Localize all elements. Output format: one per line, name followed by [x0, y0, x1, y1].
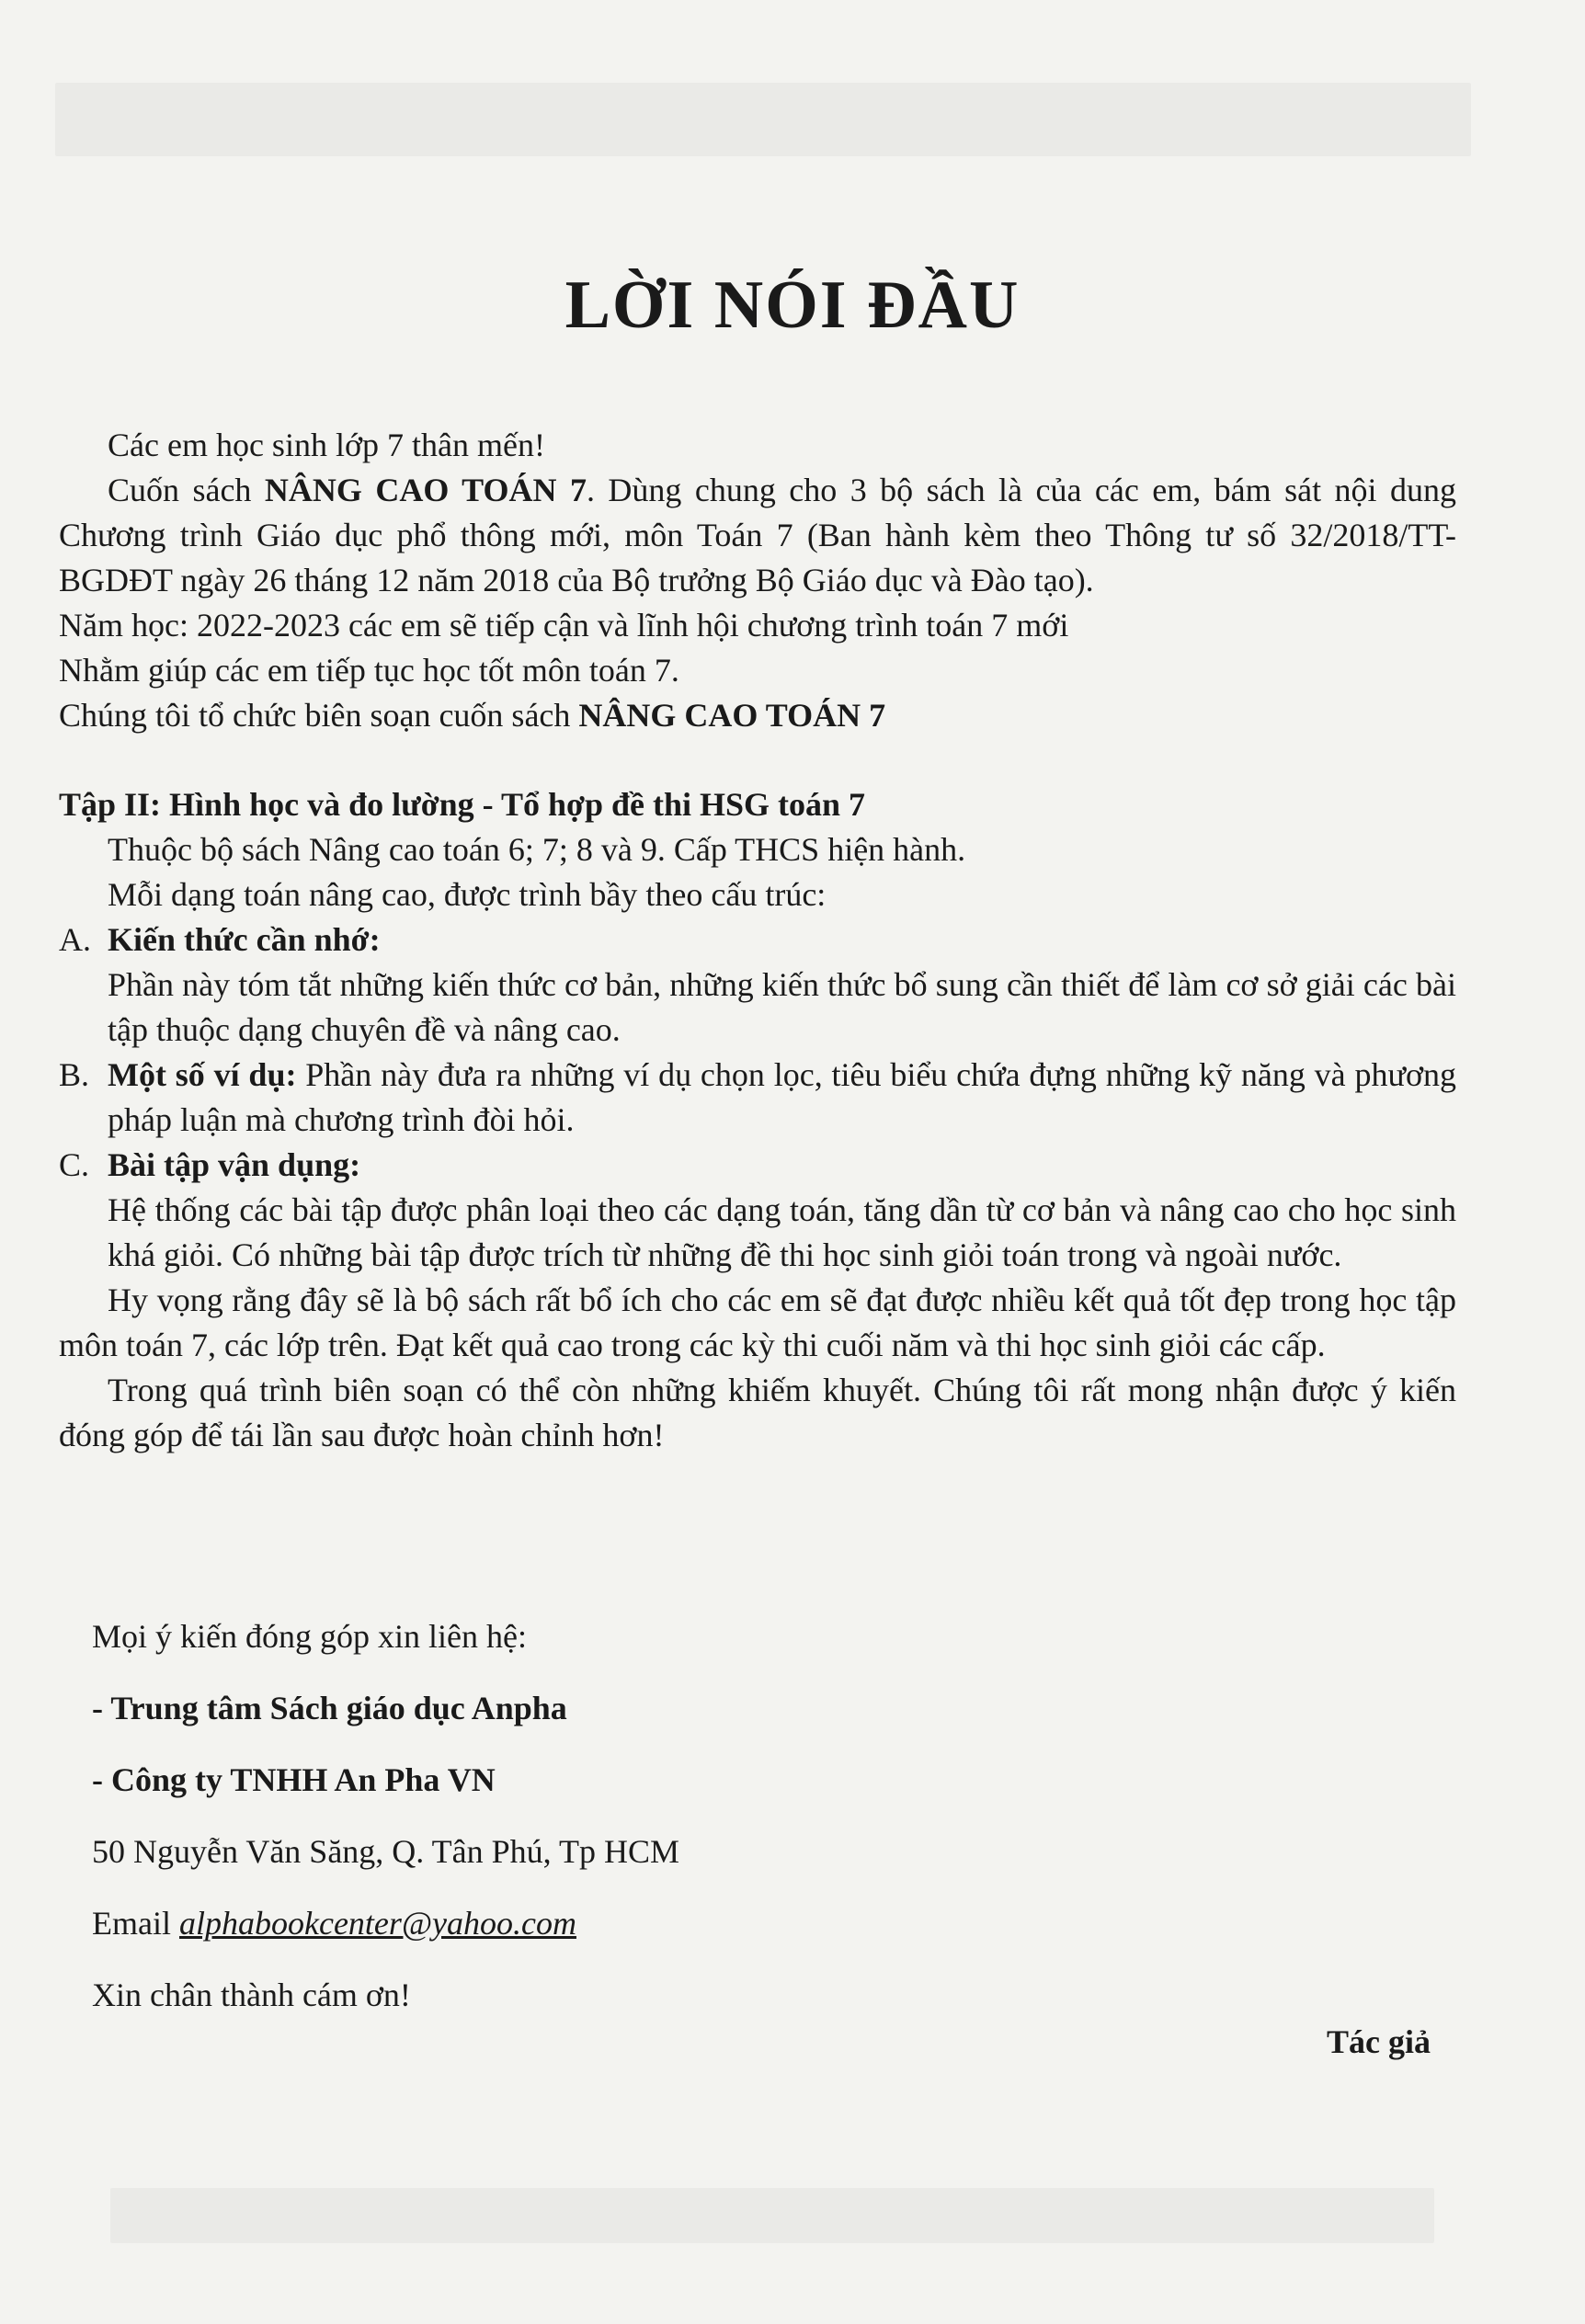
feedback-paragraph: Trong quá trình biên soạn có thể còn những khiếm khuyết. Chúng tôi rất mong nhận được ý kiến đóng góp để tái lần sau được hoàn chỉnh hơn!	[59, 1372, 1456, 1453]
aim-line: Nhằm giúp các em tiếp tục học tốt môn toán 7.	[59, 652, 679, 689]
section-a-title: Kiến thức cần nhớ:	[108, 921, 381, 958]
contact-email-line	[92, 1897, 1453, 1969]
compile-line	[59, 693, 1456, 738]
bleed-through-block-bottom	[110, 2188, 1434, 2243]
page-title: LỜI NÓI ĐẦU	[564, 268, 1021, 343]
book-title-bold: NÂNG CAO TOÁN 7	[264, 472, 587, 508]
section-c-text: Hệ thống các bài tập được phân loại theo các dạng toán, tăng dần từ cơ bản và nâng cao cho học sinh khá giỏi. Có những bài tập được trích từ những đề thi học sinh giỏi toán trong và ngoài nước.	[108, 1191, 1456, 1273]
contact-intro: Mọi ý kiến đóng góp xin liên hệ:	[92, 1618, 527, 1655]
section-a-heading	[59, 917, 1456, 963]
contact-address: 50 Nguyễn Văn Săng, Q. Tân Phú, Tp HCM	[92, 1833, 679, 1870]
contact-org-2: - Công ty TNHH An Pha VN	[92, 1761, 496, 1798]
section-c-title: Bài tập vận dụng:	[108, 1146, 361, 1183]
intro-paragraph	[59, 468, 1456, 603]
section-b-heading	[59, 1053, 1456, 1143]
section-b-title: Một số ví dụ:	[108, 1056, 297, 1093]
section-c-letter: C.	[59, 1146, 90, 1183]
intro-text-a: Cuốn sách	[108, 472, 265, 508]
school-year-line: Năm học: 2022-2023 các em sẽ tiếp cận và lĩnh hội chương trình toán 7 mới	[59, 607, 1069, 644]
section-c-heading	[59, 1143, 1456, 1188]
section-a-letter: A.	[59, 921, 91, 958]
spacer	[59, 738, 1456, 782]
volume-heading: Tập II: Hình học và đo lường - Tổ hợp đề thi HSG toán 7	[59, 786, 866, 823]
contact-org-1: - Trung tâm Sách giáo dục Anpha	[92, 1690, 567, 1726]
compile-text: Chúng tôi tổ chức biên soạn cuốn sách	[59, 697, 579, 734]
email-label: Email	[92, 1905, 179, 1942]
section-b-paragraph	[108, 1053, 1456, 1143]
author-signature: Tác giả	[1327, 2023, 1431, 2060]
structure-line: Mỗi dạng toán nâng cao, được trình bầy theo cấu trúc:	[108, 876, 827, 913]
section-a-text: Phần này tóm tắt những kiến thức cơ bản, những kiến thức bổ sung cần thiết để làm cơ sở giải các bài tập thuộc dạng chuyên đề và nâng cao.	[108, 966, 1456, 1048]
greeting: Các em học sinh lớp 7 thân mến!	[108, 427, 545, 463]
contact-block	[92, 1611, 1453, 2041]
series-line: Thuộc bộ sách Nâng cao toán 6; 7; 8 và 9. Cấp THCS hiện hành.	[108, 831, 966, 868]
intro-text-b: . Dùng chung cho 3 bộ sách là của các em, bám sát nội dung Chương trình Giáo dục phổ thông mới, môn Toán 7 (Ban hành kèm theo Thông tư số 32/2018/TT-BGDĐT ngày 26 tháng 12 năm 2018 của Bộ trưởng Bộ Giáo dục và Đào tạo).	[59, 472, 1457, 598]
hope-paragraph: Hy vọng rằng đây sẽ là bộ sách rất bổ ích cho các em sẽ đạt được nhiều kết quả tốt đẹp trong học tập môn toán 7, các lớp trên. Đạt kết quả cao trong các kỳ thi cuối năm và thi học sinh giỏi các cấp.	[59, 1282, 1456, 1363]
section-b-text: Phần này đưa ra những ví dụ chọn lọc, tiêu biểu chứa đựng những kỹ năng và phương pháp luận mà chương trình đòi hỏi.	[108, 1056, 1457, 1138]
thanks-line: Xin chân thành cám ơn!	[92, 1977, 411, 2013]
compile-book-title: NÂNG CAO TOÁN 7	[578, 697, 886, 734]
bleed-through-block-top	[55, 83, 1471, 156]
email-link[interactable]: alphabookcenter@yahoo.com	[178, 1905, 576, 1942]
section-b-letter: B.	[59, 1056, 90, 1093]
preface-body	[59, 423, 1456, 1458]
